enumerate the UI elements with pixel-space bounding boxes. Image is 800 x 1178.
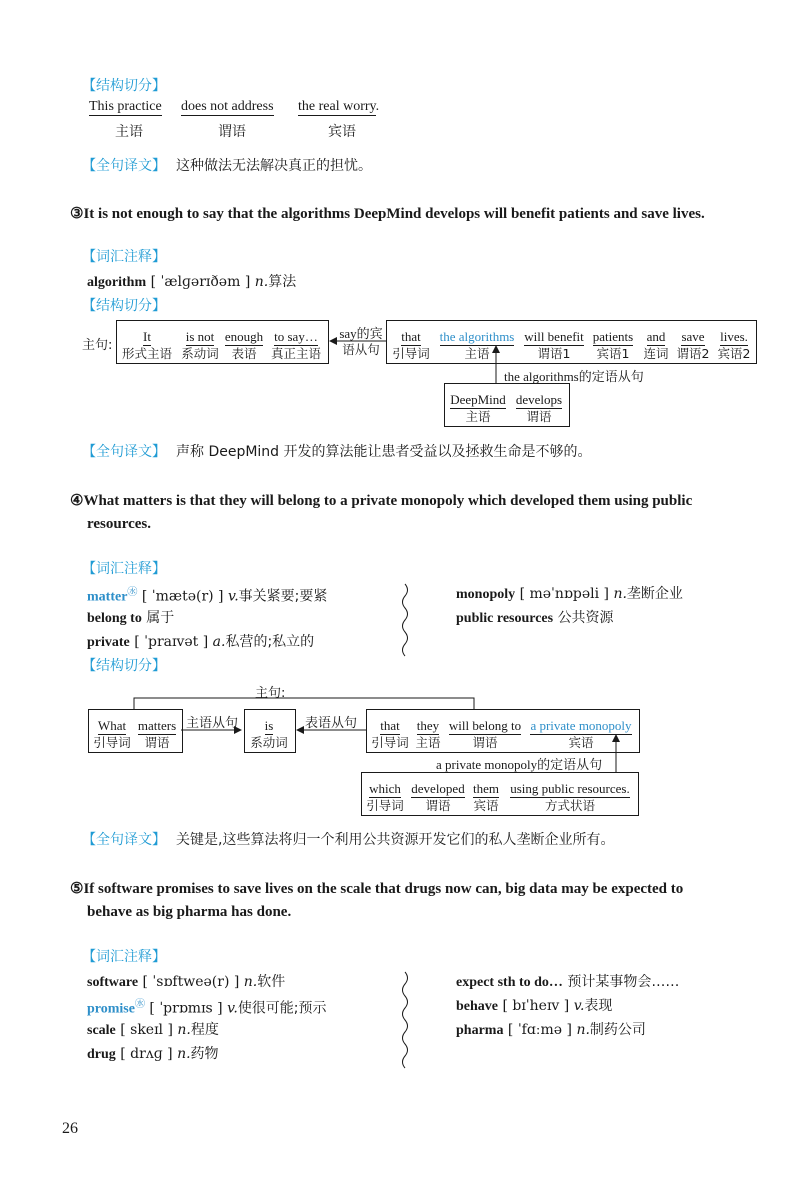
s3-main-col: enough 表语: [224, 329, 264, 361]
s3-clause-col: and 连词: [643, 329, 669, 361]
s4-vocab-monopoly: monopoly [ məˈnɒpəli ] n.垄断企业: [456, 586, 683, 602]
s5-vocab-behave: behave [ bɪˈheɪv ] v.表现: [456, 998, 613, 1014]
section-tag-translation: 【全句译文】: [82, 158, 166, 174]
s3-attr-col: DeepMind 主语: [450, 392, 506, 424]
s4-predicative-clause-label: 表语从句: [305, 716, 358, 731]
s4-tag-structure: 【结构切分】: [82, 658, 166, 674]
s5-vocab-software: software [ ˈsɒftweə(r) ] n.软件: [87, 974, 286, 990]
page-number: 26: [62, 1120, 78, 1137]
s3-clause-col: patients 宾语1: [592, 329, 634, 361]
s4-pred-col: a private monopoly 宾语: [530, 718, 632, 750]
s4-subject-clause-label: 主语从句: [186, 716, 239, 731]
s4-pred-col: they 主语: [415, 718, 441, 750]
s2-part-predicate: does not address: [181, 99, 274, 114]
s3-main-col: to say… 真正主语: [270, 329, 321, 361]
s5-heading-line2: behave as big pharma has done.: [87, 904, 292, 920]
s3-main-col: It 形式主语: [121, 329, 172, 361]
s4-attr-col: which 引导词: [366, 781, 404, 813]
s4-attr-col: them 宾语: [473, 781, 499, 813]
s4-heading-line2: resources.: [87, 516, 152, 532]
s4-vocab-belong-to: belong to 属于: [87, 610, 175, 626]
s3-main-col: is not 系动词: [181, 329, 219, 361]
s5-wavy-divider: [403, 972, 408, 1068]
s3-clause-col: will benefit 谓语1: [524, 329, 584, 361]
s4-heading-line1: ④What matters is that they will belong to a private monopoly which developed them using public: [70, 493, 693, 509]
s4-vocab-private: private [ ˈpraɪvət ] a.私营的;私立的: [87, 634, 315, 650]
s3-clause-col: lives. 宾语2: [717, 329, 751, 361]
s2-part-object-label: 宾语: [328, 124, 356, 140]
section-tag-structure: 【结构切分】: [82, 78, 166, 94]
s4-wavy-divider: [403, 584, 408, 656]
s3-clause-col: the algorithms 主语: [439, 329, 515, 361]
s2-part-subject-label: 主语: [115, 124, 143, 140]
s3-heading: ③It is not enough to say that the algorithms DeepMind develops will benefit patients and save lives.: [70, 206, 705, 222]
s5-vocab-pharma: pharma [ ˈfɑːmə ] n.制药公司: [456, 1022, 646, 1038]
s2-part-object: the real worry.: [298, 99, 380, 114]
s5-heading-line1: ⑤If software promises to save lives on the scale that drugs now can, big data may be expected to: [70, 881, 684, 897]
s4-attr-col: using public resources. 方式状语: [510, 781, 630, 813]
s2-part-predicate-label: 谓语: [218, 124, 246, 140]
s4-tag-translation: 【全句译文】: [82, 832, 166, 848]
s4-attr-label: a private monopoly的定语从句: [436, 757, 603, 772]
s3-attr-label: the algorithms的定语从句: [504, 369, 644, 384]
s3-attr-col: develops 谓语: [515, 392, 563, 424]
s3-vocab-algorithm: algorithm [ ˈælɡərɪðəm ] n.算法: [87, 274, 297, 290]
s3-clause-col: that 引导词: [392, 329, 430, 361]
s5-vocab-drug: drug [ drʌɡ ] n.药物: [87, 1046, 219, 1062]
s4-main-bracket: [134, 698, 474, 709]
s4-vocab-matter: matter㊌ [ ˈmætə(r) ] v.事关紧要;要紧: [87, 587, 328, 605]
s2-translation: 这种做法无法解决真正的担忧。: [176, 158, 372, 174]
s5-vocab-expect: expect sth to do… 预计某事物会……: [456, 974, 680, 990]
s4-vocab-public-resources: public resources 公共资源: [456, 610, 614, 626]
s2-part-subject: This practice: [89, 99, 162, 114]
s4-attr-col: developed 谓语: [411, 781, 465, 813]
s3-clause-label: say的宾 语从句: [339, 326, 383, 357]
s3-tag-structure: 【结构切分】: [82, 298, 166, 314]
s4-pred-col: will belong to 谓语: [448, 718, 522, 750]
s4-subject-col: What 引导词: [93, 718, 131, 750]
s3-tag-vocab: 【词汇注释】: [82, 249, 166, 265]
s4-pred-col: that 引导词: [371, 718, 409, 750]
s4-tag-vocab: 【词汇注释】: [82, 561, 166, 577]
s3-tag-translation: 【全句译文】: [82, 444, 166, 460]
s3-translation: 声称 DeepMind 开发的算法能让患者受益以及拯救生命是不够的。: [176, 444, 592, 460]
s3-main-label: 主句:: [82, 338, 113, 353]
s5-vocab-promise: promise㊌ [ ˈprɒmɪs ] v.使很可能;预示: [87, 999, 327, 1017]
s4-main-label: 主句:: [255, 686, 286, 701]
s5-vocab-scale: scale [ skeɪl ] n.程度: [87, 1022, 219, 1038]
s3-clause-col: save 谓语2: [676, 329, 710, 361]
s4-subject-col: matters 谓语: [137, 718, 177, 750]
s5-tag-vocab: 【词汇注释】: [82, 949, 166, 965]
s4-translation: 关键是,这些算法将归一个利用公共资源开发它们的私人垄断企业所有。: [176, 832, 615, 848]
s4-is-col: is 系动词: [250, 718, 288, 750]
